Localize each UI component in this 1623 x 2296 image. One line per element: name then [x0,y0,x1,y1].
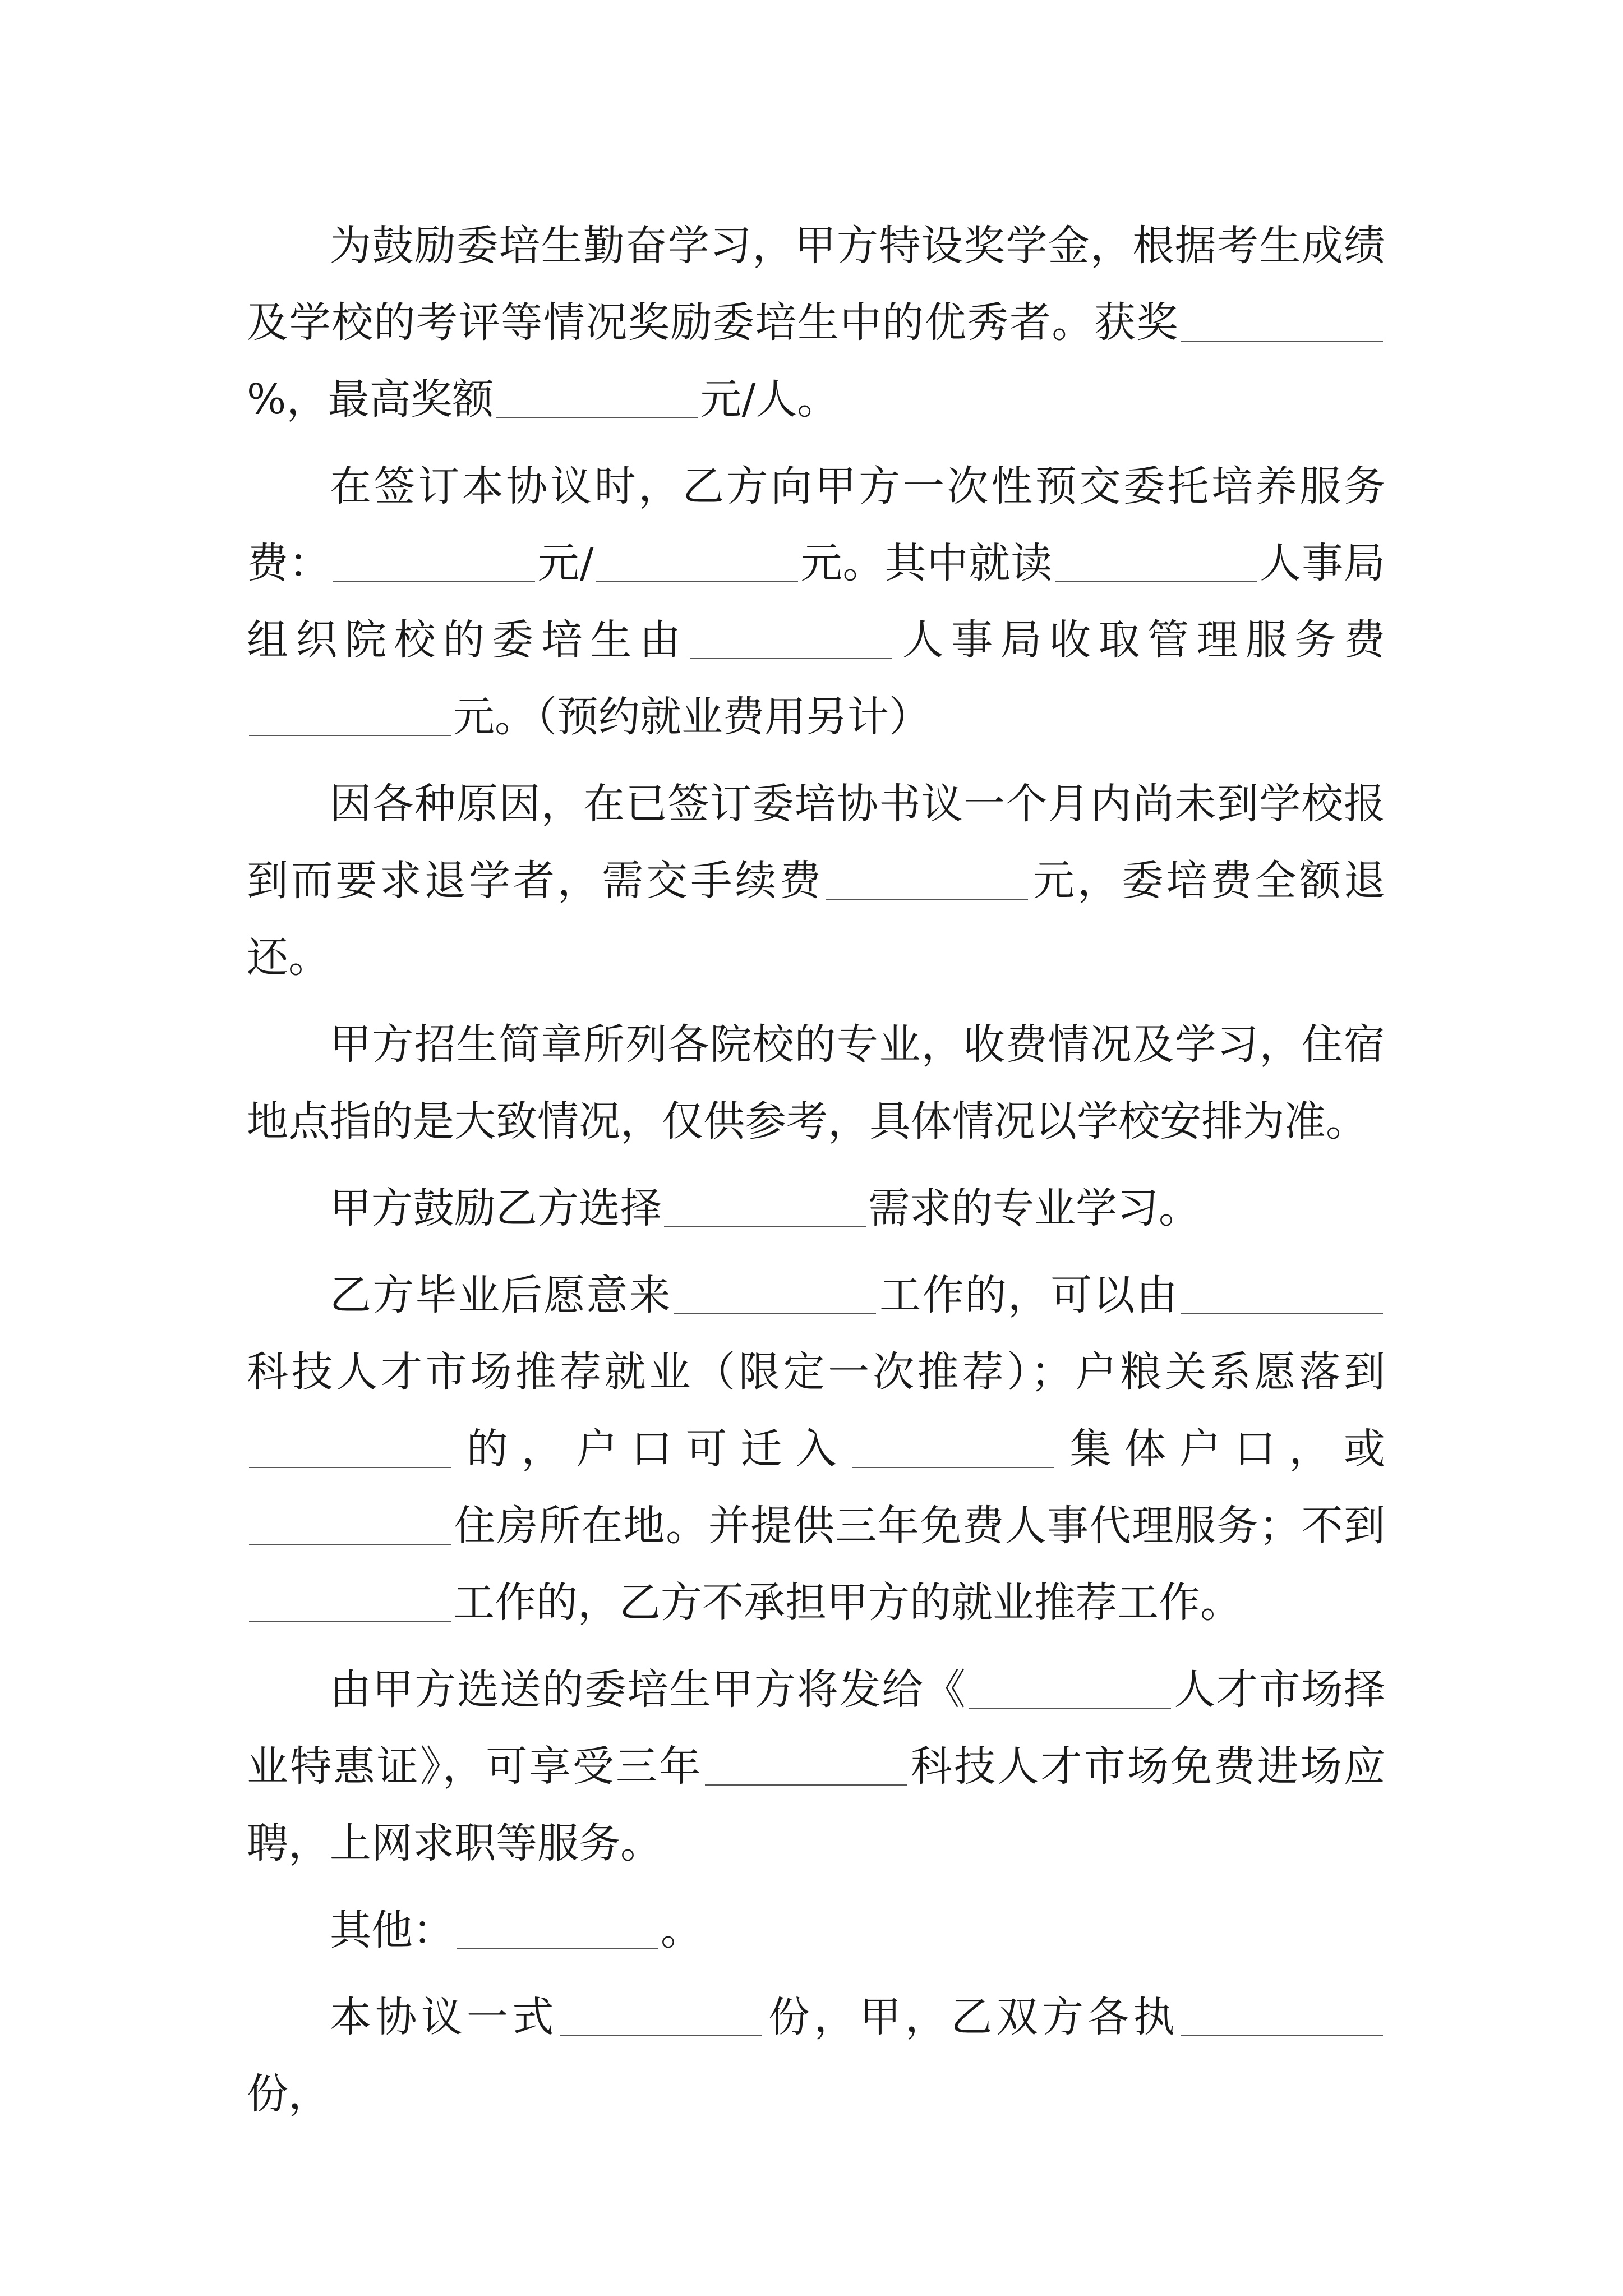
blank-line [1181,299,1383,342]
text-segment: 工作的，可以由 [878,1271,1179,1319]
text-segment: 需求的专业学习。 [868,1184,1200,1232]
text-segment: 科技人才市场推荐就业（限定一次推荐）；户粮关系愿落到 [247,1348,1385,1396]
blank-line [664,1185,866,1227]
blank-line [1181,1272,1383,1314]
blank-line [249,1579,451,1622]
blank-line [705,1743,907,1786]
text-segment: 因各种原因，在已签订委培协书议一个月内尚未到学校报到而要求退学者，需交手续费 [247,780,1385,905]
blank-line [969,1666,1171,1709]
text-segment: 由甲方选送的委培生甲方将发给《 [330,1665,967,1714]
blank-line [249,1502,451,1545]
text-segment: 乙方毕业后愿意来 [330,1271,672,1319]
text-segment: 份， [247,2070,330,2118]
text-segment: 元。其中就读 [800,539,1053,587]
blank-line [690,616,892,659]
blank-line [560,1994,762,2036]
text-segment: 元。（预约就业费用另计） [453,693,930,741]
text-segment: 在签订本协议时，乙方向甲方一次性预交委托培养服务费： [247,462,1385,587]
paragraph-copies [247,1979,1385,2133]
paragraph-certificate [247,1651,1385,1882]
document-body [247,208,1385,2133]
text-segment: 科技人才市场免费进场应聘，上网求职等服务。 [247,1742,1385,1867]
blank-line [249,1425,451,1468]
text-segment: 人事局收取管理服务费 [895,616,1386,664]
blank-line [457,1907,658,1949]
text-segment: 工作的，乙方不承担甲方的就业推荐工作。 [453,1579,1242,1627]
text-segment: 甲方招生简章所列各院校的专业，收费情况及学习，住宿地点指的是大致情况，仅供参考，具体情况以学校安排为准。 [247,1020,1385,1145]
paragraph-withdrawal [247,766,1385,996]
blank-line [1055,540,1257,582]
blank-line [826,857,1028,900]
text-segment: 的，户口可迁入 [453,1425,850,1473]
text-segment: 元，委培费全额退还。 [247,857,1386,982]
blank-line [596,540,798,582]
text-segment: 住房所在地。并提供三年免费人事代理服务；不到 [453,1502,1385,1550]
text-segment: 其他： [330,1906,454,1954]
blank-line [333,540,535,582]
paragraph-scholarship [247,208,1385,438]
blank-line [852,1425,1054,1468]
blank-line [496,376,698,418]
text-segment: %，最高奖额 [247,375,494,424]
text-segment: 甲方鼓励乙方选择 [330,1184,662,1232]
text-segment: 本协议一式 [330,1993,558,2041]
text-segment: 。 [661,1906,702,1954]
text-segment: 集体户口，或 [1056,1425,1386,1473]
text-segment: 为鼓励委培生勤奋学习，甲方特设奖学金，根据考生成绩及学校的考评等情况奖励委培生中的优秀者。获奖 [247,222,1385,347]
text-segment: 元/人。 [700,375,839,424]
paragraph-service-fee [247,448,1385,756]
paragraph-brochure [247,1006,1385,1160]
text-segment: 人才市场择业特惠证》，可享受三年 [247,1665,1385,1791]
paragraph-major-choice [247,1170,1385,1247]
blank-line [249,693,451,736]
blank-line [1181,1994,1383,2036]
text-segment: 元/ [537,539,594,587]
blank-line [674,1272,876,1314]
paragraph-other [247,1892,1385,1969]
text-segment: 人事局组织院校的委培生由 [247,539,1386,664]
text-segment: 份，甲，乙双方各执 [764,1993,1179,2041]
paragraph-employment [247,1257,1385,1641]
